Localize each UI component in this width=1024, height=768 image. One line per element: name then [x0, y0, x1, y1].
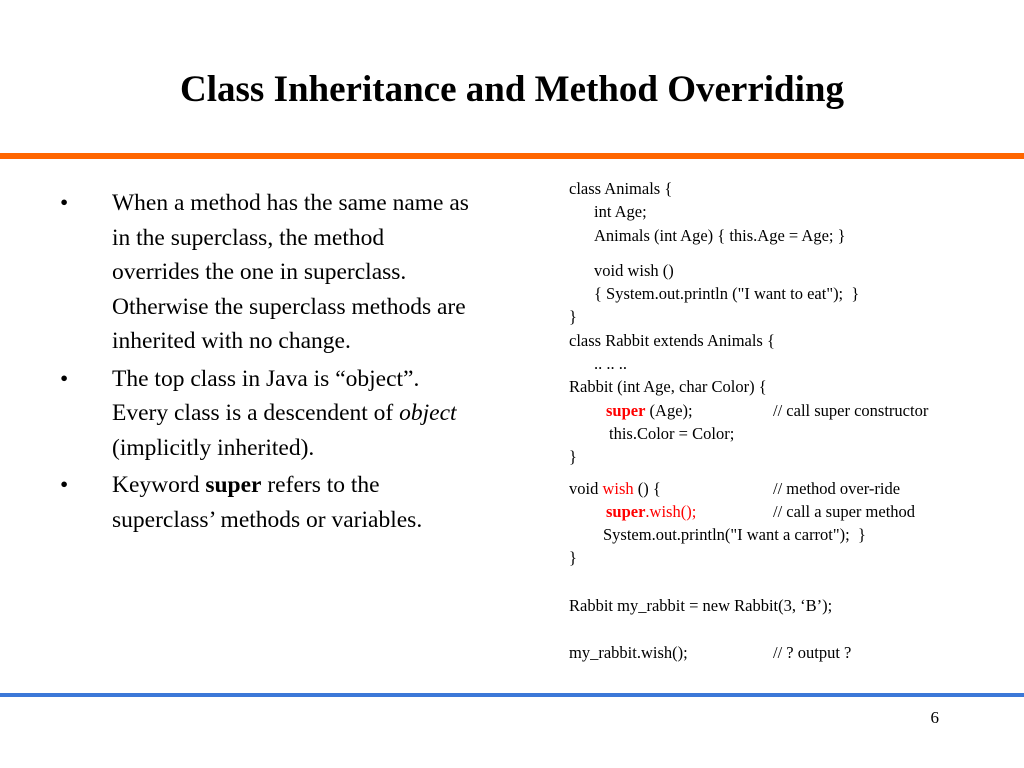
- code-line-super-call: [569, 500, 1009, 523]
- code-text: () {: [633, 478, 661, 498]
- code-keyword-super: super: [606, 501, 646, 521]
- code-line: }: [569, 548, 577, 568]
- code-line: class Animals {: [569, 179, 673, 198]
- code-line: }: [569, 447, 577, 467]
- code-text: (Age);: [645, 400, 693, 420]
- bullet-list: [55, 186, 475, 540]
- code-keyword-super: super: [606, 400, 646, 420]
- code-line: class Rabbit extends Animals {: [569, 330, 775, 350]
- code-line: this.Color = Color;: [609, 423, 735, 443]
- bullet-text-post: (implicitly inherited).: [112, 434, 315, 461]
- page-number: 6: [930, 708, 939, 727]
- bullet-item-super: [55, 468, 475, 537]
- code-comment: // call a super method: [773, 501, 916, 521]
- bullet-text-pre: Keyword: [112, 472, 206, 498]
- code-comment: // call super constructor: [773, 400, 929, 420]
- code-line: System.out.println("I want a carrot"); }: [603, 525, 866, 545]
- footer-divider-blue: [0, 693, 1024, 697]
- bullet-text-post: refers to the superclass’ methods or variables.: [112, 472, 423, 533]
- bullet-glyph: •: [60, 472, 69, 498]
- code-text-call: .wish();: [645, 501, 697, 521]
- code-line: Animals (int Age) { this.Age = Age; }: [594, 225, 846, 245]
- code-line: Rabbit my_rabbit = new Rabbit(3, ‘B’);: [569, 595, 833, 615]
- code-line: { System.out.println ("I want to eat"); }: [594, 284, 860, 304]
- code-line: int Age;: [594, 202, 647, 222]
- code-line-super-constructor: [569, 399, 1009, 422]
- bullet-text-pre: The top class in Java is “object”. Every class is a descendent of: [112, 365, 420, 426]
- bullet-item-override: [55, 186, 475, 359]
- code-line-wish-override: [569, 477, 1009, 500]
- title-divider-orange: [0, 153, 1024, 159]
- bullet-text-emphasis: object: [399, 400, 457, 426]
- bullet-glyph: •: [60, 365, 69, 392]
- code-line: void wish (): [594, 260, 674, 280]
- code-comment: // method over-ride: [773, 478, 901, 498]
- slide-title: Class Inheritance and Method Overriding: [180, 69, 844, 110]
- code-text: my_rabbit.wish();: [569, 643, 688, 663]
- code-keyword-wish: wish: [602, 478, 634, 498]
- code-line: .. .. ..: [594, 354, 627, 374]
- code-comment: // ? output ?: [773, 643, 852, 663]
- bullet-text: When a method has the same name as in the superclass, the method overrides the one in superclass. Otherwise the superclass methods are inherited with no change.: [112, 190, 469, 354]
- code-text: void: [569, 478, 603, 498]
- bullet-text-keyword: super: [205, 472, 262, 498]
- code-line: }: [569, 307, 577, 327]
- bullet-glyph: •: [60, 190, 69, 216]
- code-line-output: [569, 641, 1009, 664]
- code-block: [569, 177, 1009, 664]
- code-line: Rabbit (int Age, char Color) {: [569, 377, 767, 397]
- bullet-item-object: [55, 362, 475, 466]
